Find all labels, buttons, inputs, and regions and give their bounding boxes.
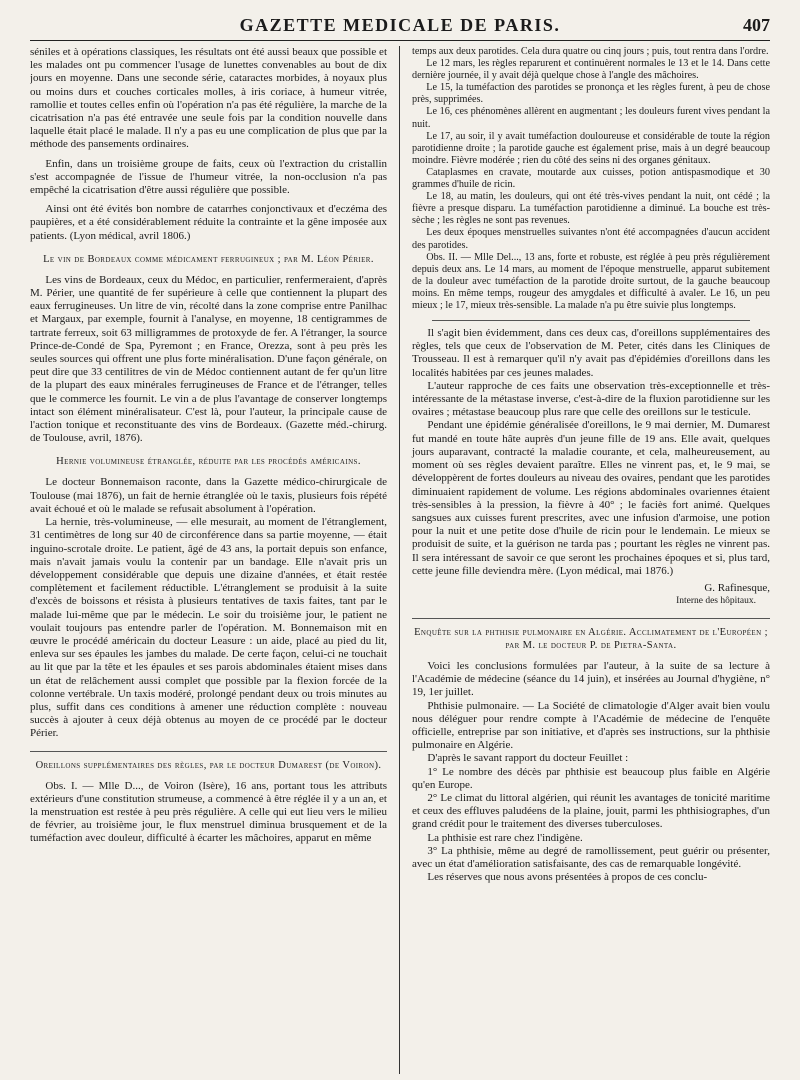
heading-text: Enquête sur la phthisie pulmonaire en Algérie. Acclimatement de l'Européen ; par M. le docteur P. de Pietra-Santa. [414, 626, 768, 651]
paragraph: Le 12 mars, les règles reparurent et continuèrent normales le 13 et le 14. Dans cette dernière journée, il y avait déjà quelque chose à l'angle des mâchoires. [412, 58, 770, 82]
heading-text: Le vin de Bordeaux comme médicament ferrugineux ; par M. Léon Périer. [43, 253, 374, 265]
article-heading-hernie [30, 455, 387, 468]
paragraph: Le 18, au matin, les douleurs, qui ont été très-vives pendant la nuit, ont cédé ; la fièvre a presque disparu. La tuméfaction parotidienne a diminué. La bouche est très-sèche ; les règles ne sont pas revenues. [412, 191, 770, 227]
paragraph: La hernie, très-volumineuse, — elle mesurait, au moment de l'étranglement, 31 centimètres de long sur 40 de circonférence dans sa partie moyenne, — était inguino-scrotale droite. Le patient, âgé de 43 ans, la portait depuis son enfance, mais n'avait jamais voulu la contenir par un bandage. Elle n'avait pris un développement considérable que depuis une dizaine d'années, et était restée complètement et facilement réductible. L'étranglement se produisit à la suite d'excès de boissons et résista à plusieurs tentatives de taxis faites, tant par le malade lui-même que par le médecin. Le soir du troisième jour, le patient ne voulait toujours pas entendre parler de l'opération. M. Bonnemaison mit en œuvre le procédé américain du docteur Leasure : un aide, placé au pied du lit, enleva sur ses épaules les jambes du malade. De certe façon, celui-ci ne touchait au lit que par la tête et les épaules et ses parois abdominales étaient mises dans un état de relâchement aussi complet que possible par la flexion forcée de la colonne vertébrale. Un taxis modéré, prolongé pendant deux ou trois minutes au plus, suffit dans ces conditions à amener une réduction complète : nouveau succès à ajouter à ceux déjà obtenus au moyen de ce procédé par le docteur Périer. [30, 516, 387, 740]
paragraph: Ainsi ont été évités bon nombre de catarrhes conjonctivaux et d'eczéma des paupières, et a été considérablement réduite la contrainte et la gêne imposée aux patients. (Lyon médical, avril 1806.) [30, 203, 387, 242]
paragraph: temps aux deux parotides. Cela dura quatre ou cinq jours ; puis, tout rentra dans l'ordre. [412, 46, 769, 57]
heading-text: Oreillons supplémentaires des règles, par le docteur Dumarest (de Voiron). [35, 759, 382, 771]
journal-title: GAZETTE MEDICALE DE PARIS. [239, 14, 561, 35]
paragraph: Les réserves que nous avons présentées à propos de ces conclu- [427, 871, 708, 884]
paragraph: Cataplasmes en cravate, moutarde aux cuisses, potion antispasmodique et 30 grammes d'huile de ricin. [412, 166, 770, 191]
signature [412, 582, 770, 608]
paragraph: 1° Le nombre des décès par phthisie est beaucoup plus faible en Algérie qu'en Europe. [412, 765, 770, 791]
paragraph: 3° La phthisie, même au degré de ramollissement, peut guérir ou présenter, avec un état d'amélioration satisfaisante, des cas de remarquable longévité. [412, 844, 770, 870]
article-heading-vin [30, 253, 387, 266]
signature-name: G. Rafinesque, [704, 581, 770, 594]
observation-block [412, 46, 770, 312]
paragraph: Le 16, ces phénomènes allèrent en augmentant ; les douleurs furent vives pendant la nuit. [412, 106, 770, 130]
page-header [30, 10, 770, 41]
paragraph: Le 17, au soir, il y avait tuméfaction douloureuse et considérable de toute la région parotidienne droite ; la parotide gauche est également prise, mais à un degré beaucoup moindre. Fièvre modérée ; rien du côté des seins ni des organes génitaux. [412, 130, 770, 166]
paragraph: Voici les conclusions formulées par l'auteur, à la suite de sa lecture à l'Académie de médecine (séance du 14 juin), et insérées au Journal d'hygiène, n° 19, 1er juillet. [412, 659, 770, 699]
paragraph: Les deux époques menstruelles suivantes n'ont été accompagnées d'aucun accident des parotides. [412, 227, 770, 251]
left-column [30, 46, 400, 1074]
article-heading-oreillons [30, 751, 387, 772]
paragraph: D'après le savant rapport du docteur Feuillet : [427, 752, 629, 765]
paragraph: Le docteur Bonnemaison raconte, dans la Gazette médico-chirurgicale de Toulouse (mai 1876), un fait de hernie étranglée où le taxis, plusieurs fois répété avait échoué et où le malade se refusait absolument à l'opération. [30, 476, 387, 515]
paragraph: Il s'agit bien évidemment, dans ces deux cas, d'oreillons supplémentaires des règles, tels que ceux de l'observation de M. Peter, cités dans les Cliniques de Trousseau. Il est à remarquer qu'il n'y avait pas d'épidémies d'oreillons dans les localités habitées par ces jeunes malades. [412, 327, 770, 379]
paragraph: L'auteur rapproche de ces faits une observation très-exceptionnelle et très-intéressante de la métastase inverse, c'est-à-dire de la fluxion parotidienne sur les ovaires ; métastase beaucoup plus rare que celle des oreillons sur le testicule. [412, 379, 770, 419]
page-number: 407 [743, 15, 770, 35]
paragraph: séniles et à opérations classiques, les résultats ont été aussi beaux que possible et les malades ont pu commencer l'usage de lunettes convenables au bout de dix jours en moyenne. Dans une seconde série, cataractes morbides, à noyaux plus ou moins durs et couches corticales molles, à iris coriace, à humeur vitrée, ramollie et toutes celles enfin où l'opération n'a pas été régulière, la marche de la cicatrisation n'a pas été entravée une seule fois par la condition nouvelle dans laquelle était placé le malade. Il n'y a pas eu une complication de plus que par la méthode des pansements ordinaires. [30, 46, 387, 151]
paragraph: Les vins de Bordeaux, ceux du Médoc, en particulier, renfermeraient, d'après M. Périer, une quantité de fer supérieure à celle que contiennent la plupart des eaux ferrugineuses. Un litre de vin, récolté dans la zone comprise entre Panilhac et Margaux, par exemple, fournit à l'analyse, en moyenne, 18 centigrammes de tartrate ferreux, soit 63 milligrammes de protoxyde de fer. A l'étranger, la source Prince-de-Condé de Spa, Pyremont ; en France, Orezza, sont à peu près les seules sources qui offrent une plus forte minéralisation. D'une façon générale, on peut dire que 33 centilitres de vin de Médoc contiennent autant de fer qu'un litre de la plupart des eaux minérales ferrugineuses de France et de l'étranger, telles que le commerce les fournit. Le vin a de plus l'avantage de conserver longtemps intact son élément minéralisateur. C'est là, pour l'auteur, la principale cause de l'action tonique et reconstituante des vins de Bordeaux. (Gazette méd.-chirurg. de Toulouse, avril, 1876). [30, 273, 387, 445]
text-columns [30, 46, 770, 1074]
paragraph: Phthisie pulmonaire. — La Société de climatologie d'Alger avait bien voulu nous déléguer pour rendre compte à l'Académie de médecine de l'enquête officielle, entreprise par son initiative, et d'après ses instructions, sur la phthisie pulmonaire en Algérie. [412, 699, 770, 752]
article-heading-enquete [412, 618, 770, 652]
paragraph: 2° Le climat du littoral algérien, qui réunit les avantages de tonicité maritime et ceux des effluves paludéens de la plaine, jouit, parmi les phthisiographes, d'un grand crédit pour le traitement des diverses tuberculoses. [412, 791, 770, 831]
heading-text: Hernie volumineuse étranglée, réduite par les procédés américains. [56, 456, 361, 468]
right-column [400, 46, 770, 1074]
paragraph: Obs. I. — Mlle D..., de Voiron (Isère), 16 ans, portant tous les attributs extérieurs d'une constitution strumeuse, a commencé à être réglée il y a un an, et la menstruation est restée à peu près régulière. A celle qui eut lieu vers le milieu de février, au troisième jour, le flux menstruel diminua brusquement et de la tuméfaction avec douleur, difficulté à écarter les mâchoires, apparut en même [30, 779, 387, 845]
paragraph: Obs. II. — Mlle Del..., 13 ans, forte et robuste, est réglée à peu près régulièrement depuis deux ans. Le 14 mars, au moment de l'époque menstruelle, apparut subitement de la douleur avec tuméfaction de la parotide droite surtout, de la gauche beaucoup moins. En même temps, rougeur des amygdales et difficulté à avaler. Le 16, un peu mieux ; le 17, mieux très-sensible. La malade n'a pu être suivie plus longtemps. [412, 251, 770, 311]
paragraph: Le 15, la tuméfaction des parotides se prononça et les règles furent, à peu de chose près, supprimées. [412, 82, 770, 106]
section-divider [432, 320, 750, 321]
signature-role: Interne des hôpitaux. [676, 595, 756, 606]
paragraph: Pendant une épidémie généralisée d'oreillons, le 9 mai dernier, M. Dumarest fut mandé en toute hâte auprès d'un jeune fille de 19 ans. Elle avait, quelques jours auparavant, contracté la maladie courante, et cela, malheureusement, au moment où ses règles devaient paraître. Elles ne vinrent pas, et, le 9 mai, se développèrent de fortes douleurs au niveau des ovaires, pendant que les parotides diminuaient rapidement de volume. Les régions abdominales ovariennes étaient très-sensibles à la pression, la fièvre à 40° ; le faciès fort animé. Quelques sangsues aux cuisses furent prescrites, avec une infusion d'armoise, une potion pour la nuit et une petite dose d'huile de ricin pour le lendemain. Le mieux se produisit de suite, et la guérison ne tarda pas ; pourtant les règles ne vinrent pas. Il sera intéressant de savoir ce que seront les prochaines époques et si, plus tard, cette jeune fille deviendra mère. (Lyon médical, mai 1876.) [412, 419, 770, 577]
paragraph: La phthisie est rare chez l'indigène. [427, 831, 583, 844]
paragraph: Enfin, dans un troisième groupe de faits, ceux où l'extraction du cristallin s'est accompagnée de l'issue de l'humeur vitrée, la non-occlusion n'a pas empêché la cicatrisation d'être aussi régulière que possible. [30, 157, 387, 197]
